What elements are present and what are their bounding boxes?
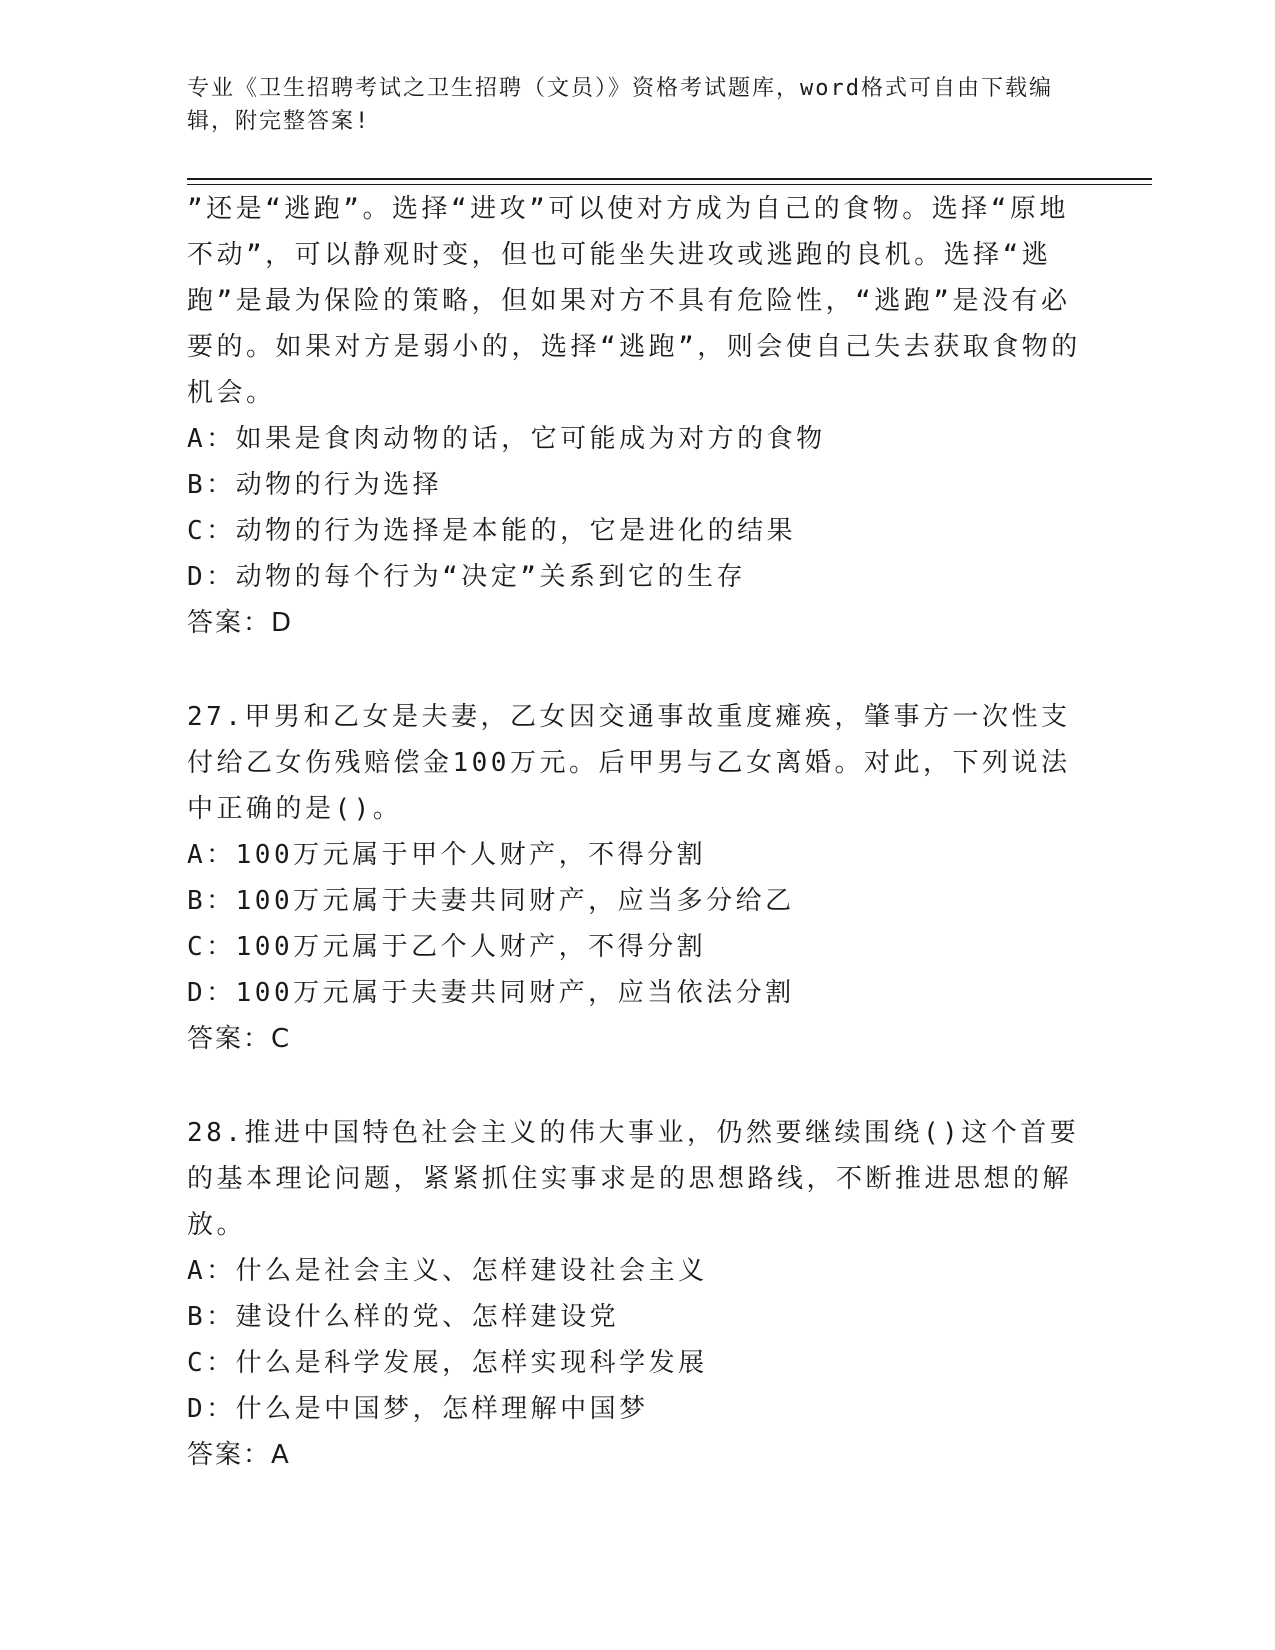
option-a: A：如果是食肉动物的话，它可能成为对方的食物 (187, 424, 826, 454)
header-divider-thin (187, 184, 1152, 185)
question-stem-continued: ”还是“逃跑”。选择“进攻”可以使对方成为自己的食物。选择“原地不动”，可以静观时变，但也可能坐失进攻或逃跑的良机。选择“逃跑”是最为保险的策略，但如果对方不具有危险性，“逃跑”是没有必要的。如果对方是弱小的，选择“逃跑”，则会使自己失去获取食物的机会。 (187, 194, 1081, 408)
question-content (187, 186, 1087, 1478)
option-d: D：100万元属于夫妻共同财产，应当依法分割 (187, 978, 795, 1008)
question-spacer (187, 1062, 1087, 1110)
header-divider-thick (187, 178, 1152, 180)
option-a: A：100万元属于甲个人财产，不得分割 (187, 840, 707, 870)
answer-line: 答案：A (187, 1440, 291, 1470)
option-c: C：动物的行为选择是本能的，它是进化的结果 (187, 516, 797, 546)
option-b: B：100万元属于夫妻共同财产，应当多分给乙 (187, 886, 795, 916)
option-b: B：建设什么样的党、怎样建设党 (187, 1302, 620, 1332)
question-27 (187, 694, 1087, 1062)
option-d: D：什么是中国梦，怎样理解中国梦 (187, 1394, 649, 1424)
document-header: 专业《卫生招聘考试之卫生招聘（文员）》资格考试题库，word格式可自由下载编辑，附完整答案! (187, 76, 1053, 134)
option-a: A：什么是社会主义、怎样建设社会主义 (187, 1256, 708, 1286)
question-spacer (187, 646, 1087, 694)
question-stem: 27.甲男和乙女是夫妻，乙女因交通事故重度瘫痪，肇事方一次性支付给乙女伤残赔偿金100万元。后甲男与乙女离婚。对此，下列说法中正确的是()。 (187, 702, 1071, 824)
option-d: D：动物的每个行为“决定”关系到它的生存 (187, 562, 746, 592)
answer-line: 答案：C (187, 1024, 292, 1054)
answer-line: 答案：D (187, 608, 294, 638)
question-26 (187, 186, 1087, 646)
question-28 (187, 1110, 1087, 1478)
option-c: C：100万元属于乙个人财产，不得分割 (187, 932, 707, 962)
option-c: C：什么是科学发展，怎样实现科学发展 (187, 1348, 708, 1378)
option-b: B：动物的行为选择 (187, 470, 443, 500)
question-stem: 28.推进中国特色社会主义的伟大事业，仍然要继续围绕()这个首要的基本理论问题，紧紧抓住实事求是的思想路线，不断推进思想的解放。 (187, 1118, 1080, 1240)
